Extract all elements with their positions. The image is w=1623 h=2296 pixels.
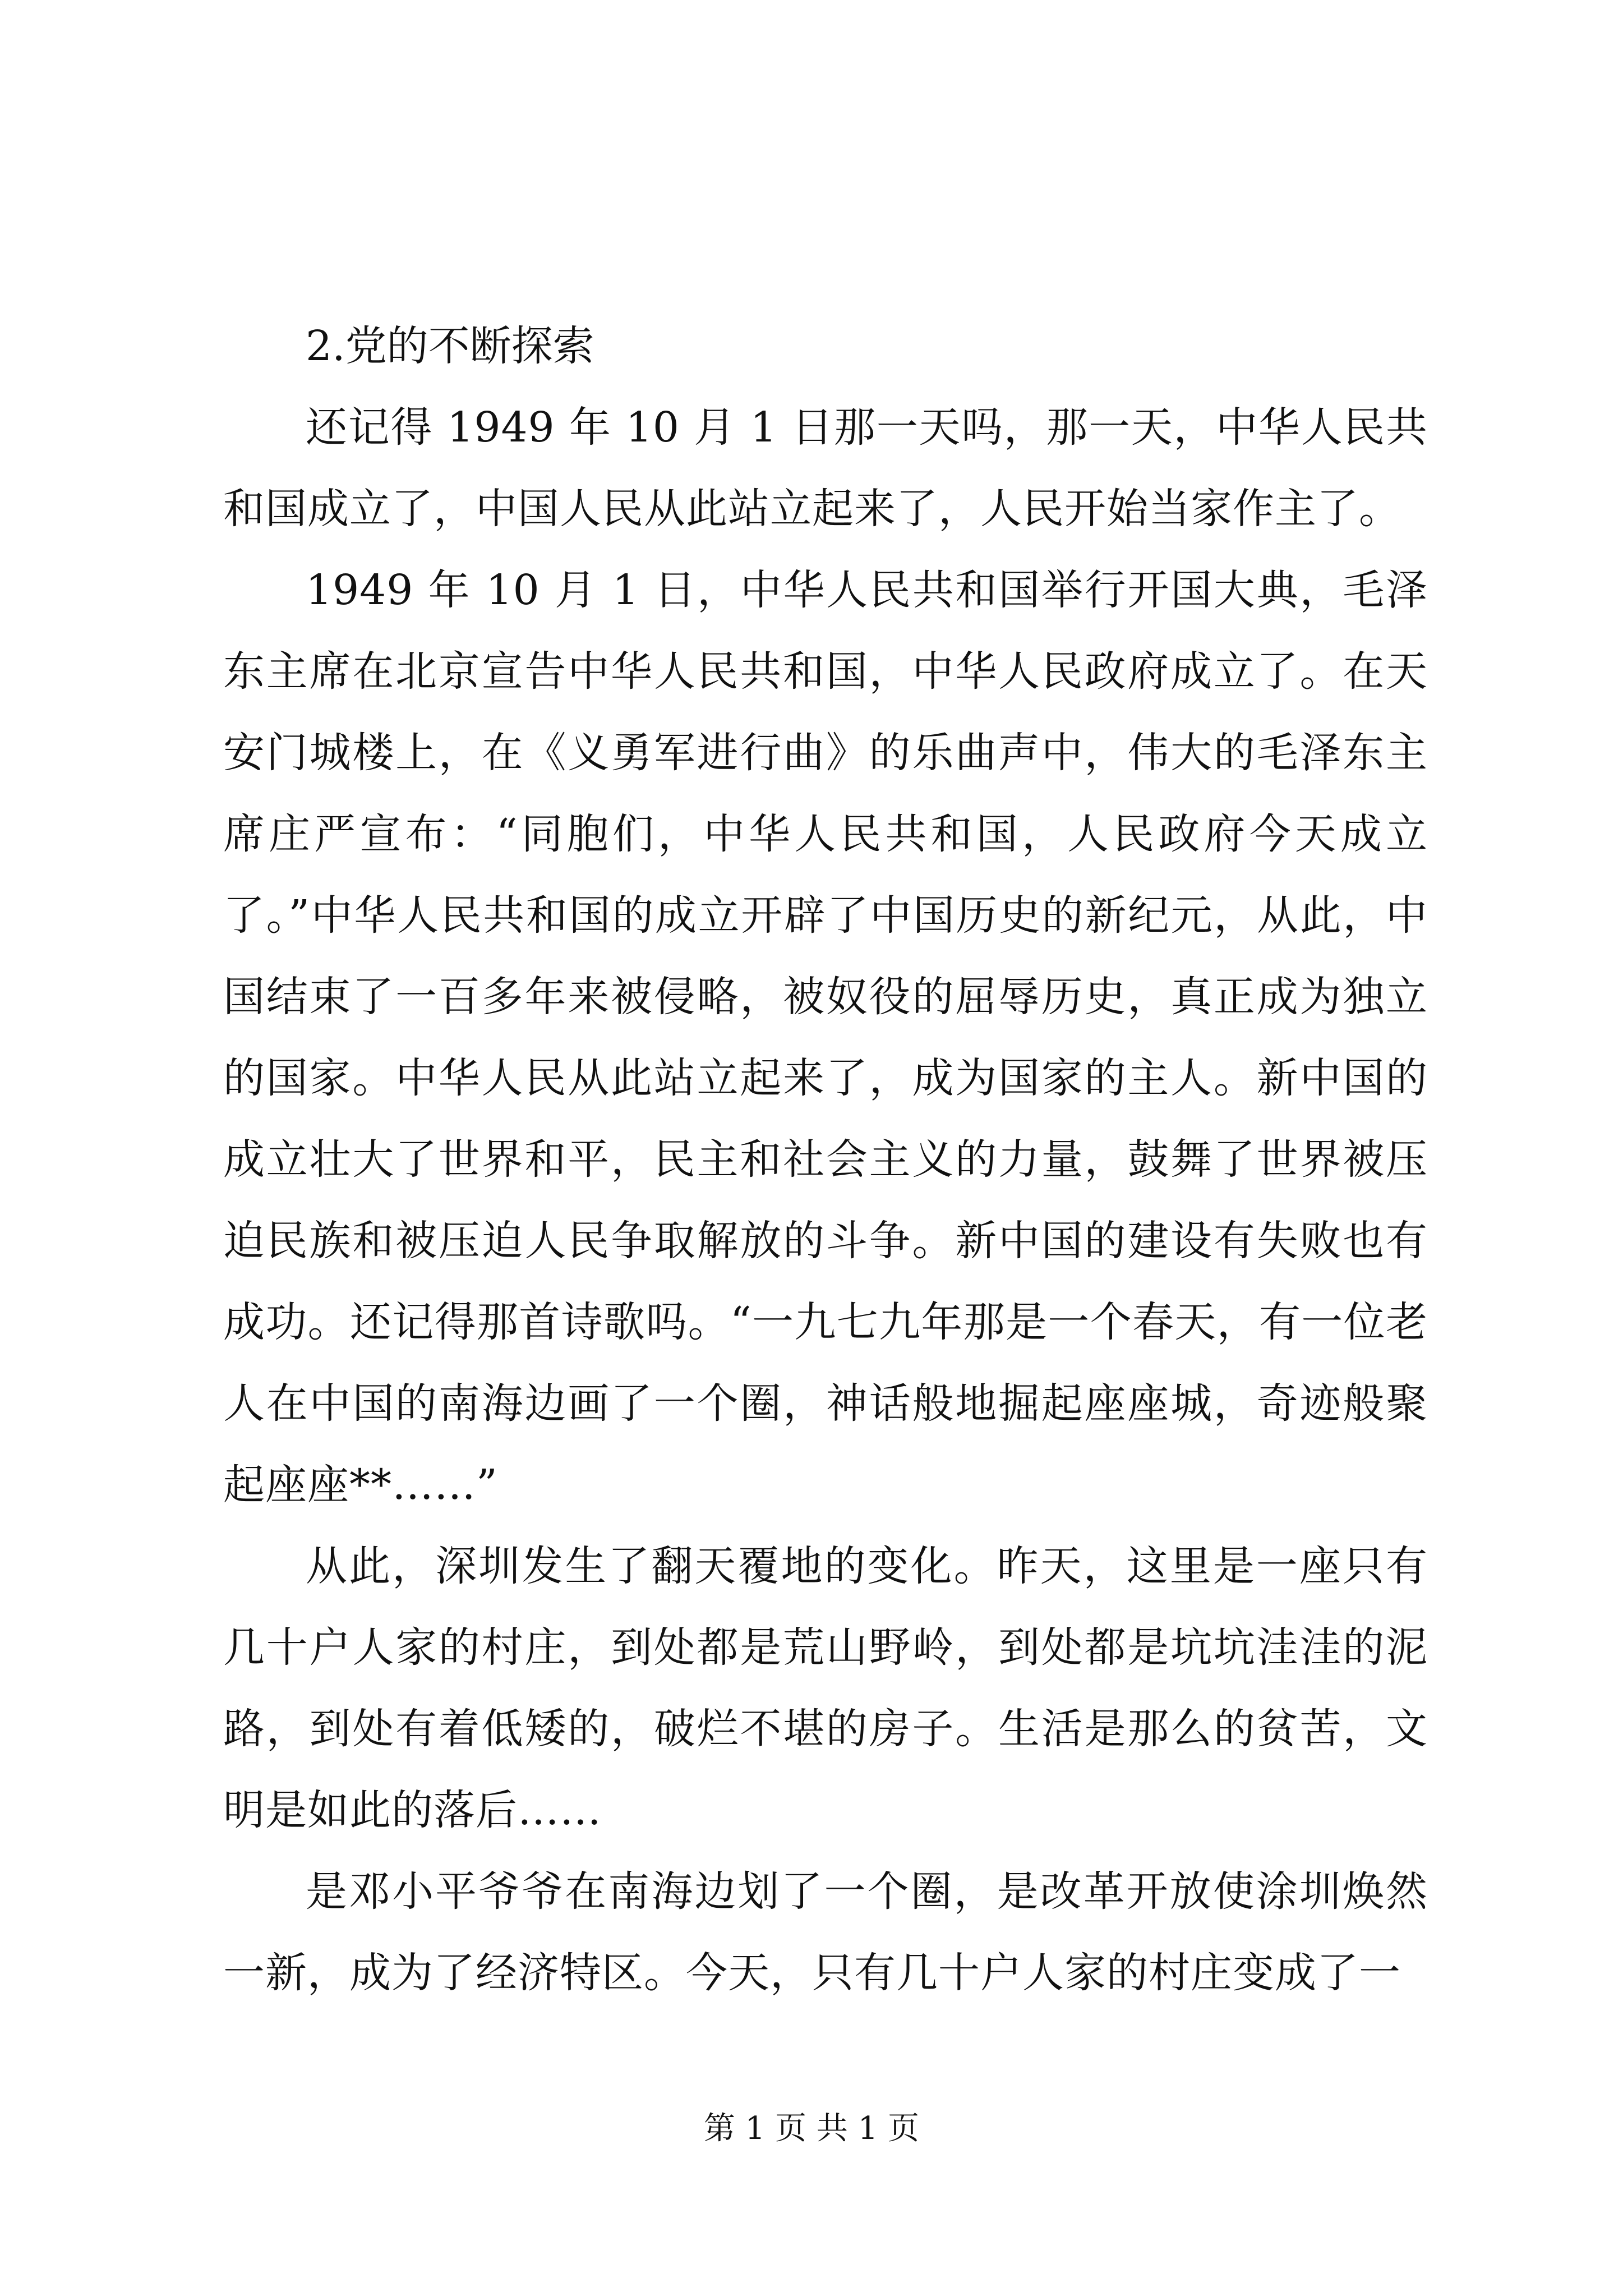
paragraph-1: 还记得 1949 年 10 月 1 日那一天吗，那一天，中华人民共和国成立了，中国人民从此站立起来了，人民开始当家作主了。 xyxy=(223,403,1428,533)
paragraph-4: 是邓小平爷爷在南海边划了一个圈，是改革开放使涂圳焕然一新，成为了经济特区。今天，只有几十户人家的村庄变成了一 xyxy=(223,1867,1428,1997)
section-heading: 2.党的不断探索 xyxy=(306,322,594,370)
document-body xyxy=(223,306,1428,2014)
page-footer: 第 1 页 共 1 页 xyxy=(703,2110,920,2147)
paragraph-2: 1949 年 10 月 1 日，中华人民共和国举行开国大典，毛泽东主席在北京宣告中华人民共和国，中华人民政府成立了。在天安门城楼上，在《义勇军进行曲》的乐曲声中，伟大的毛泽东主席庄严宣布：“同胞们，中华人民共和国，人民政府今天成立了。”中华人民共和国的成立开辟了中国历史的新纪元，从此，中国结束了一百多年来被侵略，被奴役的屈辱历史，真正成为独立的国家。中华人民从此站立起来了，成为国家的主人。新中国的成立壮大了世界和平，民主和社会主义的力量，鼓舞了世界被压迫民族和被压迫人民争取解放的斗争。新中国的建设有失败也有成功。还记得那首诗歌吗。“一九七九年那是一个春天，有一位老人在中国的南海边画了一个圈，神话般地掘起座座城，奇迹般聚起座座**……” xyxy=(223,566,1428,1509)
paragraph-3: 从此，深圳发生了翻天覆地的变化。昨天，这里是一座只有几十户人家的村庄，到处都是荒山野岭，到处都是坑坑洼洼的泥路，到处有着低矮的，破烂不堪的房子。生活是那么的贫苦，文明是如此的落后…… xyxy=(223,1542,1428,1834)
